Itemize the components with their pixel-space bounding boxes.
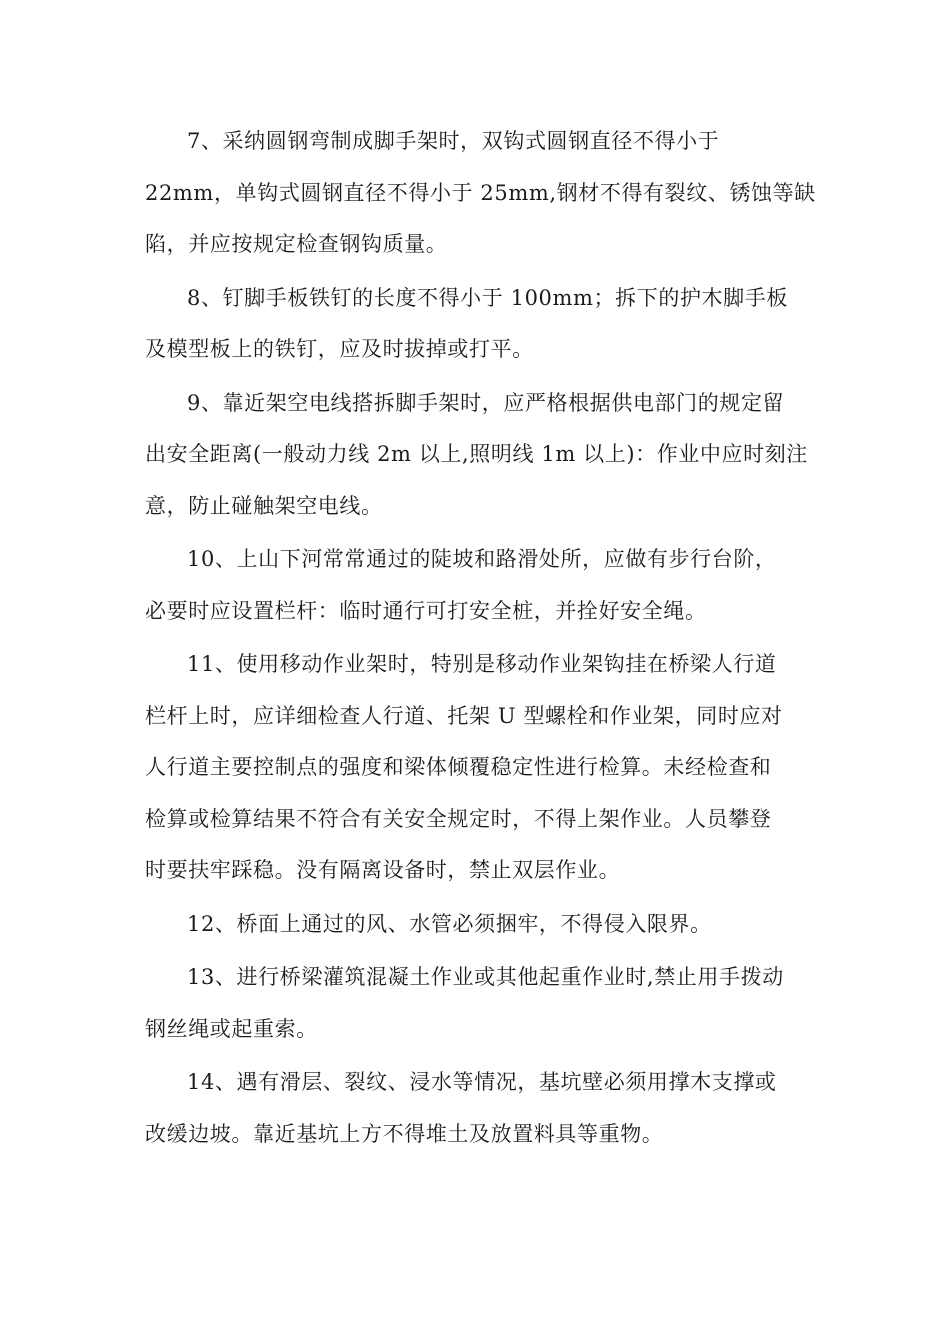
text-line: 10、上山下河常常通过的陡坡和路滑处所，应做有步行台阶，	[187, 547, 777, 571]
text-line: 出安全距离(一般动力线 2m 以上,照明线 1m 以上)：作业中应时刻注	[145, 442, 808, 466]
text-line: 11、使用移动作业架时，特别是移动作业架钩挂在桥梁人行道	[187, 652, 777, 676]
document-body	[145, 116, 816, 1162]
text-line: 22mm，单钩式圆钢直径不得小于 25mm,钢材不得有裂纹、锈蚀等缺	[145, 180, 816, 205]
text-line: 14、遇有滑层、裂纹、浸水等情况，基坑壁必须用撑木支撑或	[187, 1070, 777, 1094]
paragraph-14	[145, 1057, 810, 1160]
paragraph-11	[145, 639, 810, 897]
text-line: 13、进行桥梁灌筑混凝土作业或其他起重作业时,禁止用手拨动	[187, 965, 784, 989]
paragraph-8	[145, 273, 810, 376]
text-line: 12、桥面上通过的风、水管必须捆牢，不得侵入限界。	[187, 911, 712, 936]
text-line: 栏杆上时，应详细检查人行道、托架 U 型螺栓和作业架，同时应对	[145, 703, 783, 728]
text-line: 钢丝绳或起重索。	[145, 1016, 318, 1041]
text-line: 必要时应设置栏杆：临时通行可打安全桩，并拴好安全绳。	[145, 598, 707, 623]
text-line: 时要扶牢踩稳。没有隔离设备时，禁止双层作业。	[145, 858, 621, 882]
text-line: 及模型板上的铁钉，应及时拔掉或打平。	[145, 337, 534, 361]
text-line: 人行道主要控制点的强度和梁体倾覆稳定性进行检算。未经检查和	[145, 755, 772, 779]
paragraph-9	[145, 378, 810, 533]
paragraph-7	[145, 116, 816, 271]
text-line: 9、靠近架空电线搭拆脚手架时，应严格根据供电部门的规定留	[187, 390, 785, 415]
text-line: 陷，并应按规定检查钢钩质量。	[145, 232, 448, 256]
text-line: 意，防止碰触架空电线。	[145, 493, 383, 518]
paragraph-12	[145, 899, 810, 951]
paragraph-10	[145, 534, 810, 637]
text-line: 8、钉脚手板铁钉的长度不得小于 100mm；拆下的护木脚手板	[187, 285, 788, 310]
text-line: 检算或检算结果不符合有关安全规定时，不得上架作业。人员攀登	[145, 806, 772, 831]
paragraph-13	[145, 952, 810, 1055]
text-line: 改缓边坡。靠近基坑上方不得堆土及放置料具等重物。	[145, 1121, 664, 1146]
text-line: 7、采纳圆钢弯制成脚手架时，双钩式圆钢直径不得小于	[187, 129, 720, 153]
